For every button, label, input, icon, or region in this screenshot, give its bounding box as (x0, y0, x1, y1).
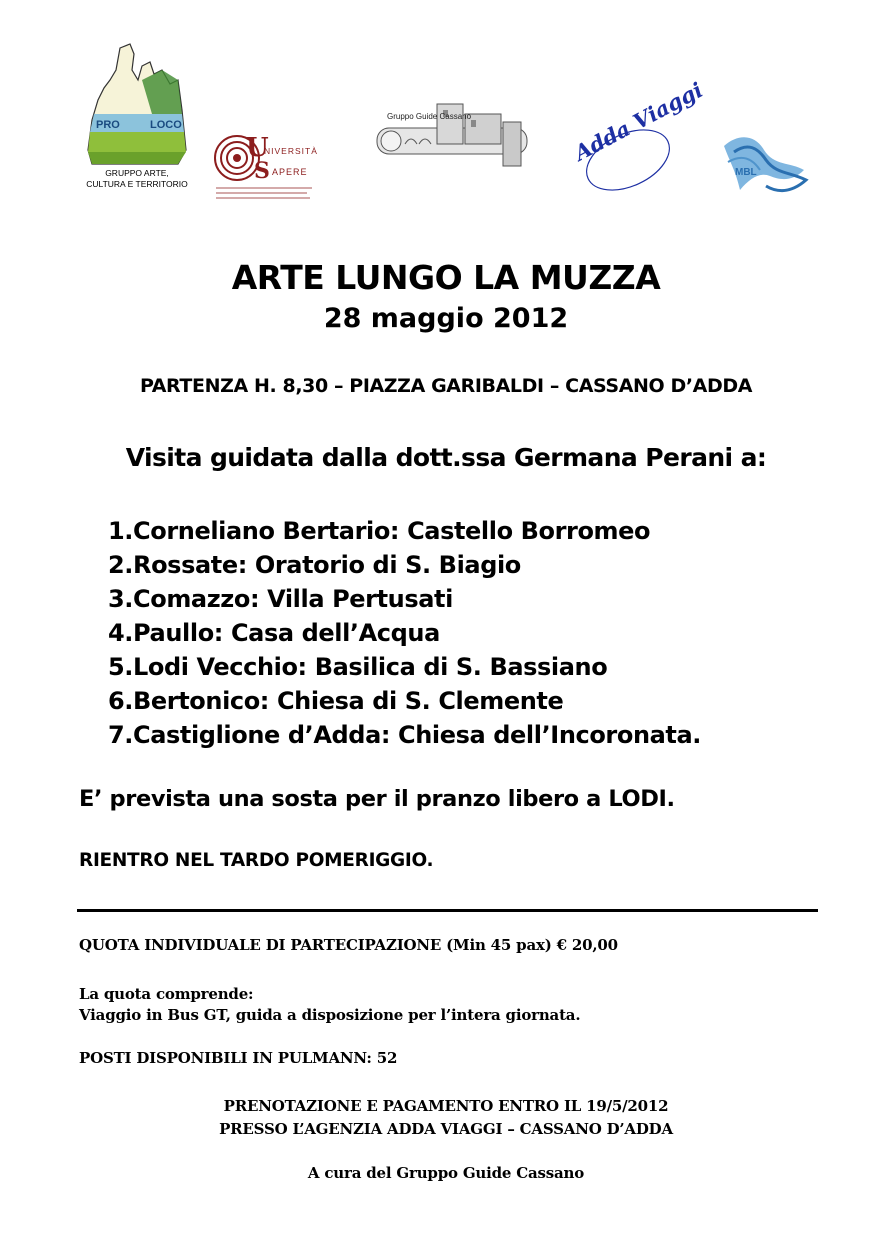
event-date: 28 maggio 2012 (323, 303, 569, 334)
adda-viaggi-logo (568, 77, 707, 195)
list-item: 1.Corneliano Bertario: Castello Borromeo (108, 517, 651, 545)
booking-agency: PRESSO L’AGENZIA ADDA VIAGGI – CASSANO D’ADDA (219, 1120, 673, 1138)
proloco-caption: GRUPPO ARTE, CULTURA E TERRITORIO (86, 168, 188, 189)
proloco-logo (82, 40, 192, 200)
svg-text:S: S (254, 158, 270, 184)
gruppo-guide-cassano-logo (375, 100, 530, 170)
price-line: QUOTA INDIVIDUALE DI PARTECIPAZIONE (Min 45 pax) € 20,00 (79, 936, 618, 954)
universita-del-sapere-logo (212, 132, 342, 202)
list-item: 4.Paullo: Casa dell’Acqua (108, 619, 440, 647)
seats-available: POSTI DISPONIBILI IN PULMANN: 52 (79, 1049, 398, 1067)
return-note: RIENTRO NEL TARDO POMERIGGIO. (79, 850, 434, 871)
lunch-note: E’ prevista una sosta per il pranzo libero a LODI. (79, 786, 675, 812)
divider (77, 909, 818, 912)
svg-text:LOCO: LOCO (150, 119, 182, 131)
page-title: ARTE LUNGO LA MUZZA (231, 258, 661, 297)
universita-label: NIVERSITÀ (264, 146, 318, 156)
logo-strip (0, 0, 892, 210)
mbl-logo (720, 132, 810, 202)
sapere-label: APERE (272, 167, 308, 177)
adda-viaggi-wordmark: Adda Viaggi (570, 77, 707, 166)
departure-info: PARTENZA H. 8,30 – PIAZZA GARIBALDI – CASSANO D’ADDA (139, 375, 753, 397)
visit-intro: Visita guidata dalla dott.ssa Germana Perani a: (125, 443, 767, 472)
list-item: 2.Rossate: Oratorio di S. Biagio (108, 551, 521, 579)
svg-text:U: U (246, 133, 269, 163)
includes-text: Viaggio in Bus GT, guida a disposizione per l’intera giornata. (79, 1006, 581, 1024)
list-item: 5.Lodi Vecchio: Basilica di S. Bassiano (108, 653, 608, 681)
curated-by: A cura del Gruppo Guide Cassano (307, 1164, 585, 1182)
svg-text:PRO: PRO (96, 119, 120, 131)
list-item: 3.Comazzo: Villa Pertusati (108, 585, 453, 613)
mbl-wordmark: MBL (735, 167, 757, 178)
list-item: 6.Bertonico: Chiesa di S. Clemente (108, 687, 564, 715)
booking-deadline: PRENOTAZIONE E PAGAMENTO ENTRO IL 19/5/2012 (223, 1097, 669, 1115)
guide-caption: Gruppo Guide Cassano (387, 112, 472, 121)
stops-list (108, 514, 701, 752)
includes-heading: La quota comprende: (79, 985, 254, 1003)
list-item: 7.Castiglione d’Adda: Chiesa dell’Incoronata. (108, 721, 702, 749)
